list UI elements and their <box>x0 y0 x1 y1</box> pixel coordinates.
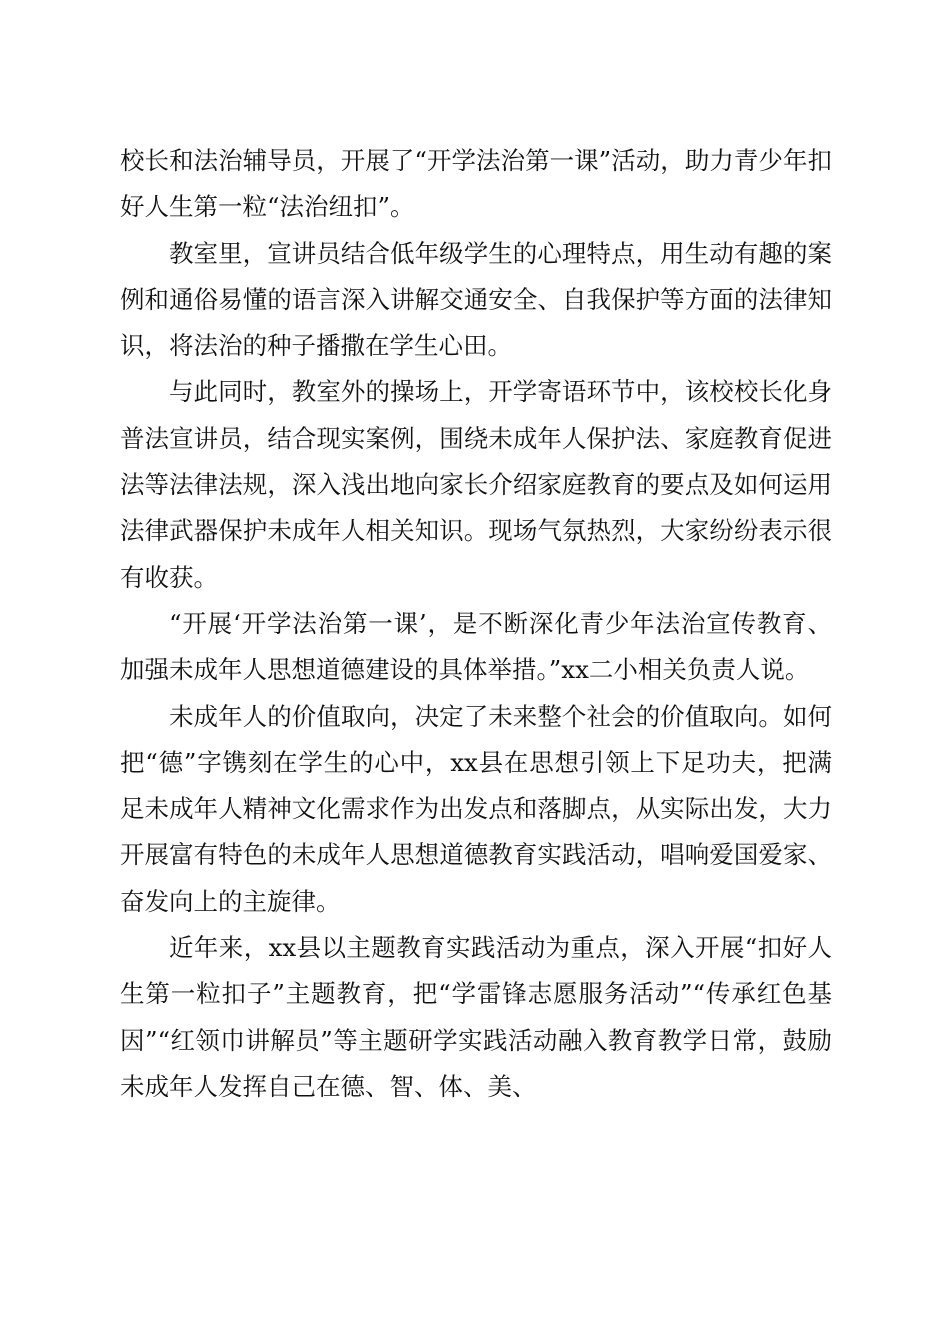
paragraph-continued: 校长和法治辅导员，开展了“开学法治第一课”活动，助力青少年扣好人生第一粒“法治纽扣”。 <box>120 146 832 222</box>
paragraph-playground: 与此同时，教室外的操场上，开学寄语环节中，该校校长化身普法宣讲员，结合现实案例，围绕未成年人保护法、家庭教育促进法等法律法规，深入浅出地向家长介绍家庭教育的要点及如何运用法律武器保护未成年人相关知识。现场气氛热烈，大家纷纷表示很有收获。 <box>120 377 832 592</box>
paragraph-recent-years: 近年来，xx县以主题教育实践活动为重点，深入开展“扣好人生第一粒扣子”主题教育，把“学雷锋志愿服务活动”“传承红色基因”“红领巾讲解员”等主题研学实践活动融入教育教学日常，鼓励未成年人发挥自己在德、智、体、美、 <box>120 933 832 1101</box>
paragraph-quote: “开展‘开学法治第一课’，是不断深化青少年法治宣传教育、加强未成年人思想道德建设的具体举措。”xx二小相关负责人说。 <box>120 608 832 685</box>
paragraph-classroom: 教室里，宣讲员结合低年级学生的心理特点，用生动有趣的案例和通俗易懂的语言深入讲解交通安全、自我保护等方面的法律知识，将法治的种子播撒在学生心田。 <box>120 238 832 361</box>
paragraph-values: 未成年人的价值取向，决定了未来整个社会的价值取向。如何把“德”字镌刻在学生的心中，xx县在思想引领上下足功夫，把满足未成年人精神文化需求作为出发点和落脚点，从实际出发，大力开展富有特色的未成年人思想道德教育实践活动，唱响爱国爱家、奋发向上的主旋律。 <box>120 701 832 916</box>
document-body <box>120 138 832 1110</box>
